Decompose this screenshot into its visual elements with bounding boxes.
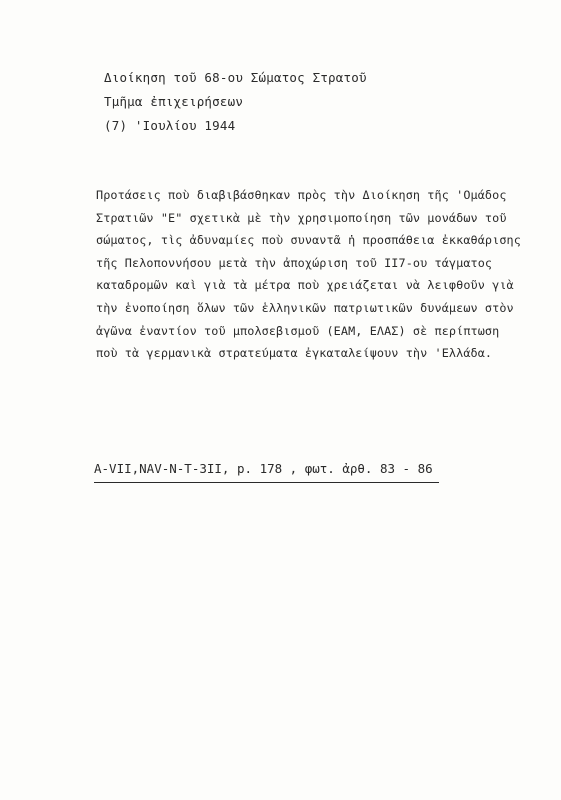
document-body [96, 184, 521, 365]
header-command-line: Διοίκηση τοῦ 68-ου Σώματος Στρατοῦ [104, 70, 367, 85]
body-line: καταδρομῶν καὶ γιὰ τὰ μέτρα ποὺ χρειάζεται νὰ λειφθοῦν γιὰ [96, 278, 514, 293]
body-line: ποὺ τὰ γερμανικὰ στρατεύματα ἐγκαταλείψουν τὴν 'Ελλάδα. [96, 346, 493, 361]
body-line: τὴν ἑνοποίηση ὅλων τῶν ἑλληνικῶν πατριωτικῶν δυνάμεων στὸν [96, 300, 514, 315]
header-date-line: (7) 'Ιουλίου 1944 [104, 118, 236, 133]
body-line: ἀγῶνα ἐναντίον τοῦ μπολσεβισμοῦ (ΕΑΜ, ΕΛΑΣ) σὲ περίπτωση [96, 323, 500, 338]
document-header [104, 66, 367, 138]
body-line: Προτάσεις ποὺ διαβιβάσθηκαν πρὸς τὴν Διοίκηση τῆς 'Ομάδος [96, 188, 507, 202]
archive-reference: A-VII,NAV-N-T-3II, p. 178 , φωτ. ἀρθ. 83 - 86 [94, 460, 439, 483]
body-line: σώματος, τὶς ἀδυναμίες ποὺ συναντᾶ ἡ προσπάθεια ἐκκαθάρισης [96, 233, 521, 248]
body-line: Στρατιῶν "Ε" σχετικὰ μὲ τὴν χρησιμοποίηση τῶν μονάδων τοῦ [96, 210, 507, 225]
header-department-line: Τμῆμα ἐπιχειρήσεων [104, 94, 244, 109]
body-line: τῆς Πελοποννήσου μετὰ τὴν ἀποχώριση τοῦ ΙΙ7-ου τάγματος [96, 255, 493, 270]
